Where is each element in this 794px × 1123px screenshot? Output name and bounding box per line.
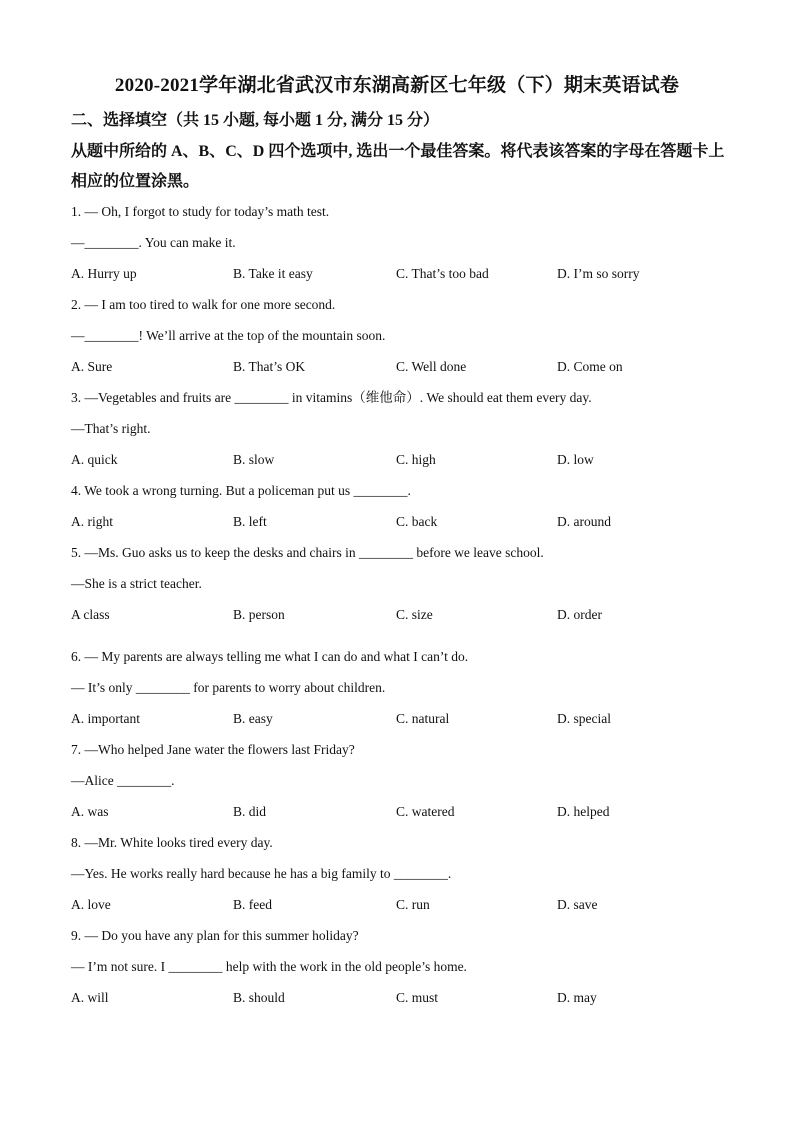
answer-option-a[interactable]: A. Sure bbox=[71, 359, 113, 374]
answer-option-c[interactable]: C. natural bbox=[396, 711, 450, 726]
question-item bbox=[71, 830, 731, 923]
question-list bbox=[71, 199, 731, 1016]
answer-option-b[interactable]: B. slow bbox=[233, 452, 275, 467]
answer-options bbox=[71, 447, 731, 478]
answer-options bbox=[71, 706, 731, 737]
answer-option-b[interactable]: B. person bbox=[233, 607, 285, 622]
question-item bbox=[71, 737, 731, 830]
question-response: — It’s only ________ for parents to worry about children. bbox=[71, 680, 386, 695]
answer-option-c[interactable]: C. back bbox=[396, 514, 438, 529]
exam-title: 2020-2021学年湖北省武汉市东湖高新区七年级（下）期末英语试卷 bbox=[114, 75, 680, 96]
spacer bbox=[71, 633, 731, 644]
answer-option-d[interactable]: D. around bbox=[557, 514, 611, 529]
answer-option-b[interactable]: B. feed bbox=[233, 897, 272, 912]
answer-options bbox=[71, 261, 731, 292]
question-item bbox=[71, 923, 731, 1016]
answer-option-c[interactable]: C. size bbox=[396, 607, 433, 622]
answer-option-d[interactable]: D. may bbox=[557, 990, 597, 1005]
answer-option-c[interactable]: C. high bbox=[396, 452, 436, 467]
answer-option-b[interactable]: B. did bbox=[233, 804, 267, 819]
answer-options bbox=[71, 602, 731, 633]
answer-option-a[interactable]: A. right bbox=[71, 514, 113, 529]
question-item bbox=[71, 644, 731, 737]
question-response: —Alice ________. bbox=[71, 773, 175, 788]
question-response: —She is a strict teacher. bbox=[71, 576, 202, 591]
answer-options bbox=[71, 354, 731, 385]
question-stem: 9. — Do you have any plan for this summer holiday? bbox=[71, 928, 359, 943]
answer-option-c[interactable]: C. run bbox=[396, 897, 430, 912]
section-instructions: 从题中所给的 A、B、C、D 四个选项中, 选出一个最佳答案。将代表该答案的字母在答题卡上相应的位置涂黑。 bbox=[71, 143, 725, 190]
answer-option-a[interactable]: A class bbox=[71, 607, 110, 622]
question-stem: 7. —Who helped Jane water the flowers last Friday? bbox=[71, 742, 355, 757]
answer-option-a[interactable]: A. quick bbox=[71, 452, 118, 467]
question-stem: 5. —Ms. Guo asks us to keep the desks and chairs in ________ before we leave school. bbox=[71, 545, 544, 560]
answer-options bbox=[71, 509, 731, 540]
answer-option-a[interactable]: A. was bbox=[71, 804, 109, 819]
answer-options bbox=[71, 985, 731, 1016]
answer-option-a[interactable]: A. important bbox=[71, 711, 140, 726]
answer-option-d[interactable]: D. low bbox=[557, 452, 594, 467]
answer-option-c[interactable]: C. Well done bbox=[396, 359, 467, 374]
question-stem: 2. — I am too tired to walk for one more second. bbox=[71, 297, 336, 312]
answer-option-d[interactable]: D. order bbox=[557, 607, 602, 622]
question-item bbox=[71, 540, 731, 644]
question-stem: 6. — My parents are always telling me what I can do and what I can’t do. bbox=[71, 649, 469, 664]
answer-option-b[interactable]: B. Take it easy bbox=[233, 266, 313, 281]
answer-options bbox=[71, 892, 731, 923]
question-stem: 1. — Oh, I forgot to study for today’s math test. bbox=[71, 204, 330, 219]
answer-option-d[interactable]: D. save bbox=[557, 897, 598, 912]
question-stem: 4. We took a wrong turning. But a policeman put us ________. bbox=[71, 483, 411, 498]
answer-option-b[interactable]: B. That’s OK bbox=[233, 359, 306, 374]
section-heading: 二、选择填空（共 15 小题, 每小题 1 分, 满分 15 分） bbox=[71, 112, 440, 129]
answer-option-b[interactable]: B. left bbox=[233, 514, 267, 529]
answer-option-a[interactable]: A. will bbox=[71, 990, 109, 1005]
answer-option-a[interactable]: A. love bbox=[71, 897, 111, 912]
answer-option-a[interactable]: A. Hurry up bbox=[71, 266, 137, 281]
question-response: —Yes. He works really hard because he has a big family to ________. bbox=[71, 866, 452, 881]
answer-option-d[interactable]: D. Come on bbox=[557, 359, 623, 374]
question-response: —________! We’ll arrive at the top of the mountain soon. bbox=[71, 328, 386, 343]
question-stem: 8. —Mr. White looks tired every day. bbox=[71, 835, 273, 850]
answer-option-d[interactable]: D. I’m so sorry bbox=[557, 266, 640, 281]
answer-option-b[interactable]: B. easy bbox=[233, 711, 273, 726]
question-stem: 3. —Vegetables and fruits are ________ in vitamins（维他命）. We should eat them every day. bbox=[71, 390, 592, 405]
question-item bbox=[71, 385, 731, 478]
answer-option-c[interactable]: C. watered bbox=[396, 804, 455, 819]
question-response: —That’s right. bbox=[71, 421, 151, 436]
answer-option-d[interactable]: D. special bbox=[557, 711, 611, 726]
question-item bbox=[71, 292, 731, 385]
answer-option-b[interactable]: B. should bbox=[233, 990, 285, 1005]
question-item bbox=[71, 478, 731, 540]
answer-option-c[interactable]: C. must bbox=[396, 990, 439, 1005]
answer-options bbox=[71, 799, 731, 830]
question-item bbox=[71, 199, 731, 292]
answer-option-d[interactable]: D. helped bbox=[557, 804, 610, 819]
question-response: —________. You can make it. bbox=[71, 235, 236, 250]
question-response: — I’m not sure. I ________ help with the work in the old people’s home. bbox=[71, 959, 467, 974]
answer-option-c[interactable]: C. That’s too bad bbox=[396, 266, 489, 281]
